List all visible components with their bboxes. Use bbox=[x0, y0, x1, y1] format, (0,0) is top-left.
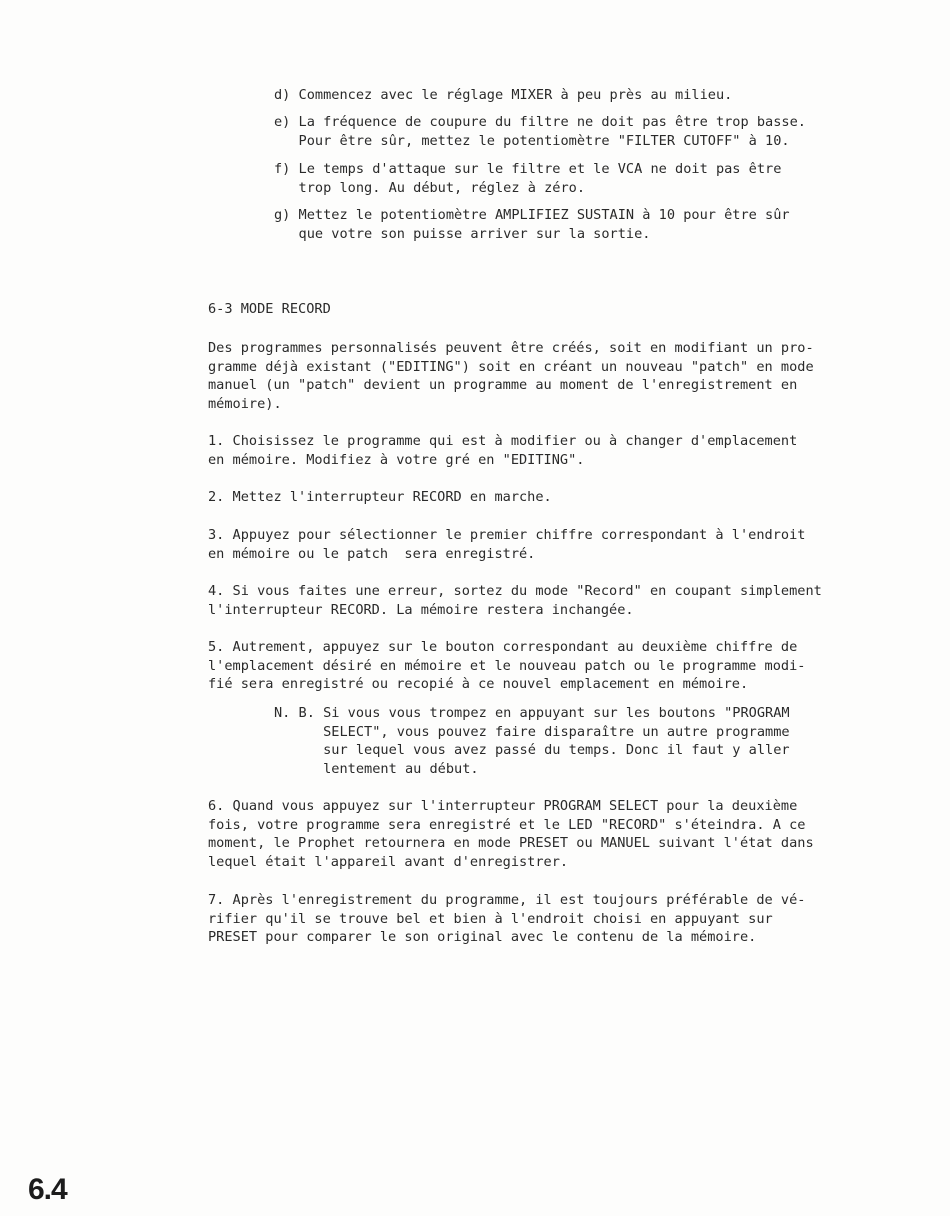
intro-paragraph: Des programmes personnalisés peuvent être créés, soit en modifiant un pro- gramme déjà existant ("EDITING") soit en créant un nouveau "patch" en mode manuel (un "patch" devient un programme au moment de l'enregistrement en mémoire). bbox=[208, 340, 814, 412]
step-3: 3. Appuyez pour sélectionner le premier chiffre correspondant à l'endroit en mémoire ou le patch sera enregistré. bbox=[208, 527, 806, 562]
step-2: 2. Mettez l'interrupteur RECORD en marche. bbox=[208, 489, 552, 505]
nota-bene-note: N. B. Si vous vous trompez en appuyant sur les boutons "PROGRAM SELECT", vous pouvez faire disparaître un autre programme sur lequel vous avez passé du temps. Donc il faut y aller lentement au début. bbox=[274, 705, 790, 777]
step-5: 5. Autrement, appuyez sur le bouton correspondant au deuxième chiffre de l'emplacement désiré en mémoire et le nouveau patch ou le programme modi- fié sera enregistré ou recopié à ce nouvel emplacement en mémoire. bbox=[208, 639, 806, 692]
page-number: 6.4 bbox=[28, 1173, 67, 1206]
list-item-f: f) Le temps d'attaque sur le filtre et le VCA ne doit pas être trop long. Au début, réglez à zéro. bbox=[274, 161, 782, 196]
step-6: 6. Quand vous appuyez sur l'interrupteur PROGRAM SELECT pour la deuxième fois, votre programme sera enregistré et le LED "RECORD" s'éteindra. A ce moment, le Prophet retournera en mode PRESET ou MANUEL suivant l'état dans lequel était l'appareil avant d'enregistrer. bbox=[208, 798, 814, 870]
step-7: 7. Après l'enregistrement du programme, il est toujours préférable de vé- rifier qu'il se trouve bel et bien à l'endroit choisi en appuyant sur PRESET pour comparer le son original avec le contenu de la mémoire. bbox=[208, 892, 806, 945]
list-item-g: g) Mettez le potentiomètre AMPLIFIEZ SUSTAIN à 10 pour être sûr que votre son puisse arriver sur la sortie. bbox=[274, 207, 790, 242]
list-item-e: e) La fréquence de coupure du filtre ne doit pas être trop basse. Pour être sûr, mettez le potentiomètre "FILTER CUTOFF" à 10. bbox=[274, 114, 806, 149]
section-heading: 6-3 MODE RECORD bbox=[208, 301, 331, 317]
list-item-d: d) Commencez avec le réglage MIXER à peu près au milieu. bbox=[274, 87, 733, 103]
step-1: 1. Choisissez le programme qui est à modifier ou à changer d'emplacement en mémoire. Modifiez à votre gré en "EDITING". bbox=[208, 433, 798, 468]
step-4: 4. Si vous faites une erreur, sortez du mode "Record" en coupant simplement l'interrupteur RECORD. La mémoire restera inchangée. bbox=[208, 583, 822, 618]
